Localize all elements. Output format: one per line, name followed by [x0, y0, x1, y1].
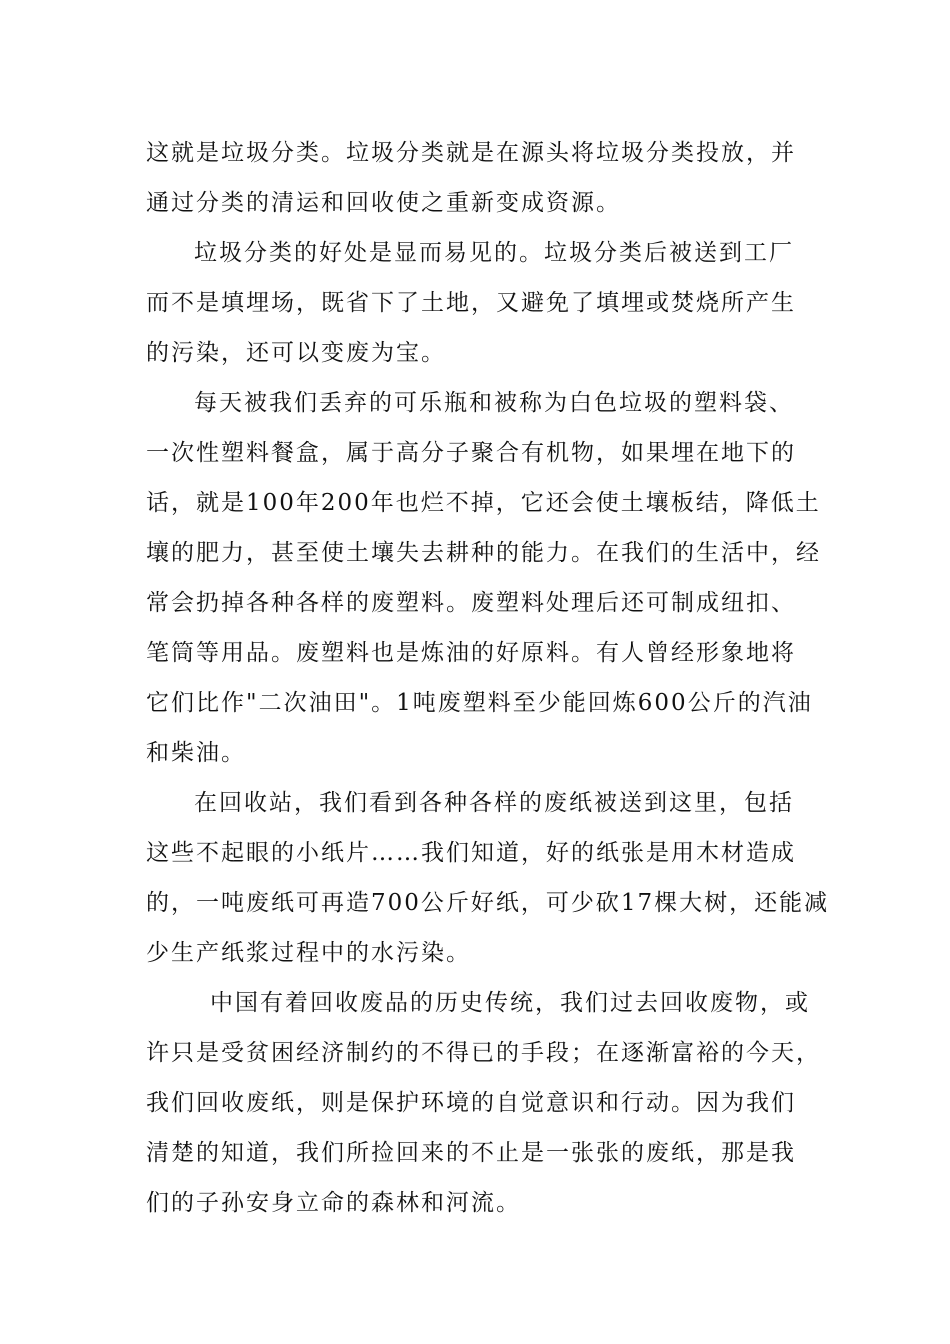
text-line: 们的子孙安身立命的森林和河流。: [146, 1190, 521, 1216]
text-line: 许只是受贫困经济制约的不得已的手段；在逐渐富裕的今天，: [146, 1040, 821, 1066]
text-line: 少生产纸浆过程中的水污染。: [146, 940, 471, 966]
paragraph-first-line: 在回收站，我们看到各种各样的废纸被送到这里，包括: [194, 790, 794, 816]
text-line: 而不是填埋场，既省下了土地，又避免了填埋或焚烧所产生: [146, 290, 796, 316]
paragraph-first-line: 每天被我们丢弃的可乐瓶和被称为白色垃圾的塑料袋、: [194, 390, 794, 416]
text-line: 壤的肥力，甚至使土壤失去耕种的能力。在我们的生活中，经: [146, 540, 821, 566]
paragraph-first-line: 垃圾分类的好处是显而易见的。垃圾分类后被送到工厂: [194, 240, 794, 266]
text-line: 这就是垃圾分类。垃圾分类就是在源头将垃圾分类投放，并: [146, 140, 796, 166]
text-line: 清楚的知道，我们所捡回来的不止是一张张的废纸，那是我: [146, 1140, 796, 1166]
text-line: 通过分类的清运和回收使之重新变成资源。: [146, 190, 621, 216]
paragraph-first-line: 中国有着回收废品的历史传统，我们过去回收废物，或: [210, 990, 810, 1016]
text-line: 这些不起眼的小纸片……我们知道，好的纸张是用木材造成: [146, 840, 796, 866]
text-line: 它们比作"二次油田"。1吨废塑料至少能回炼600公斤的汽油: [146, 690, 813, 716]
text-line: 一次性塑料餐盒，属于高分子聚合有机物，如果埋在地下的: [146, 440, 796, 466]
text-line: 常会扔掉各种各样的废塑料。废塑料处理后还可制成纽扣、: [146, 590, 796, 616]
text-line: 的，一吨废纸可再造700公斤好纸，可少砍17棵大树，还能减: [146, 890, 830, 916]
text-line: 笔筒等用品。废塑料也是炼油的好原料。有人曾经形象地将: [146, 640, 796, 666]
text-line: 我们回收废纸，则是保护环境的自觉意识和行动。因为我们: [146, 1090, 796, 1116]
text-line: 和柴油。: [146, 740, 246, 766]
text-line: 的污染，还可以变废为宝。: [146, 340, 446, 366]
text-line: 话，就是100年200年也烂不掉，它还会使土壤板结，降低土: [146, 490, 821, 516]
